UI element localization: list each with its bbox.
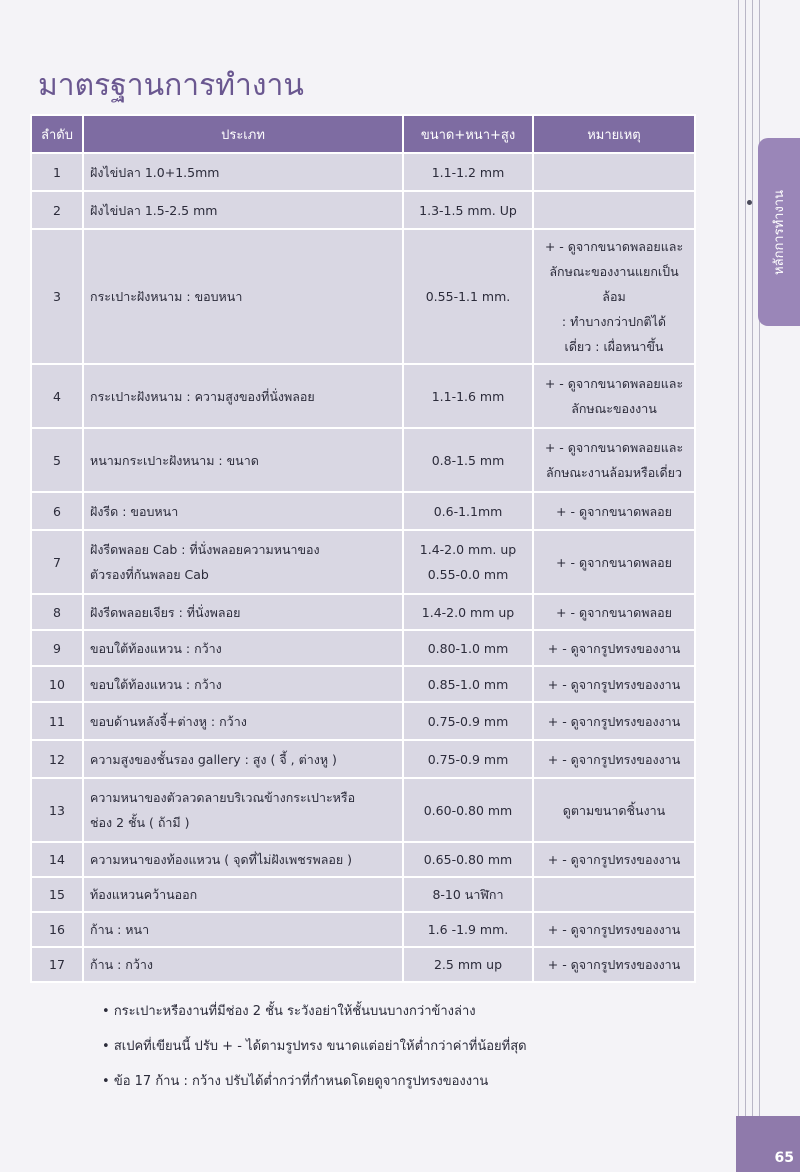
- row-number: 13: [31, 778, 83, 842]
- row-size: 0.80-1.0 mm: [403, 630, 533, 666]
- table-row: [31, 492, 695, 530]
- row-size: 0.55-1.1 mm.: [403, 229, 533, 364]
- row-type: ฝังรีดพลอยเจียร : ที่นั่งพลอย: [83, 594, 403, 630]
- table-row: [31, 530, 695, 594]
- table-row: [31, 947, 695, 982]
- row-size: 8-10 นาฬิกา: [403, 877, 533, 912]
- section-side-tab: [758, 138, 800, 326]
- row-size: 0.8-1.5 mm: [403, 428, 533, 492]
- row-number: 7: [31, 530, 83, 594]
- row-size: 0.75-0.9 mm: [403, 740, 533, 778]
- table-row: [31, 191, 695, 229]
- note-item: • ข้อ 17 ก้าน : กว้าง ปรับได้ต่ำกว่าที่กำหนดโดยดูจากรูปทรงของงาน: [102, 1064, 527, 1099]
- row-number: 3: [31, 229, 83, 364]
- row-number: 10: [31, 666, 83, 702]
- row-type: หนามกระเปาะฝังหนาม : ขนาด: [83, 428, 403, 492]
- row-note: [533, 191, 695, 229]
- row-number: 8: [31, 594, 83, 630]
- row-note: + - ดูจากรูปทรงของงาน: [533, 912, 695, 947]
- row-note: + - ดูจากขนาดพลอย: [533, 530, 695, 594]
- row-number: 9: [31, 630, 83, 666]
- table-row: [31, 877, 695, 912]
- table-row: [31, 630, 695, 666]
- row-note: + - ดูจากขนาดพลอยและ ลักษณะของงานแยกเป็นล้อม : ทำบางกว่าปกติได้ เดี่ยว : เผื่อหนาขึ้น: [533, 229, 695, 364]
- row-size: 1.1-1.2 mm: [403, 153, 533, 191]
- table-body: [31, 153, 695, 982]
- table-row: [31, 740, 695, 778]
- row-note: + - ดูจากขนาดพลอย: [533, 594, 695, 630]
- row-size: 0.60-0.80 mm: [403, 778, 533, 842]
- note-item: • กระเปาะหรืองานที่มีช่อง 2 ชั้น ระวังอย่าให้ชั้นบนบางกว่าข้างล่าง: [102, 994, 527, 1029]
- row-number: 11: [31, 702, 83, 740]
- row-size: 0.75-0.9 mm: [403, 702, 533, 740]
- row-number: 5: [31, 428, 83, 492]
- row-number: 2: [31, 191, 83, 229]
- table-row: [31, 153, 695, 191]
- row-type: ฝังไข่ปลา 1.0+1.5mm: [83, 153, 403, 191]
- row-note: + - ดูจากรูปทรงของงาน: [533, 740, 695, 778]
- row-type: ความสูงของชั้นรอง gallery : สูง ( จี้ , ต่างหู ): [83, 740, 403, 778]
- side-tab-label: หลักการทำงาน: [771, 189, 787, 275]
- table-row: [31, 428, 695, 492]
- row-note: ดูตามขนาดชิ้นงาน: [533, 778, 695, 842]
- row-note: + - ดูจากรูปทรงของงาน: [533, 842, 695, 877]
- page-number: 65: [736, 1116, 800, 1172]
- header-note: หมายเหตุ: [533, 115, 695, 153]
- row-size: 1.1-1.6 mm: [403, 364, 533, 428]
- row-note: + - ดูจากรูปทรงของงาน: [533, 947, 695, 982]
- row-type: ขอบด้านหลังจี้+ต่างหู : กว้าง: [83, 702, 403, 740]
- row-type: ก้าน : กว้าง: [83, 947, 403, 982]
- header-no: ลำดับ: [31, 115, 83, 153]
- row-note: + - ดูจากรูปทรงของงาน: [533, 666, 695, 702]
- header-size: ขนาด+หนา+สูง: [403, 115, 533, 153]
- row-note: + - ดูจากขนาดพลอยและ ลักษณะงานล้อมหรือเดี่ยว: [533, 428, 695, 492]
- table-row: [31, 842, 695, 877]
- page-title: มาตรฐานการทำงาน: [38, 68, 304, 103]
- row-number: 15: [31, 877, 83, 912]
- table-header-row: [31, 115, 695, 153]
- row-size: 1.4-2.0 mm. up 0.55-0.0 mm: [403, 530, 533, 594]
- row-number: 17: [31, 947, 83, 982]
- row-note: + - ดูจากรูปทรงของงาน: [533, 630, 695, 666]
- bullet-dot: [747, 200, 752, 205]
- row-number: 14: [31, 842, 83, 877]
- row-type: ท้องแหวนคว้านออก: [83, 877, 403, 912]
- row-note: [533, 153, 695, 191]
- note-item: • สเปคที่เขียนนี้ ปรับ + - ได้ตามรูปทรง ขนาดแต่อย่าให้ต่ำกว่าค่าที่น้อยที่สุด: [102, 1029, 527, 1064]
- row-size: 2.5 mm up: [403, 947, 533, 982]
- standards-table: [30, 114, 696, 983]
- row-type: ฝังรีดพลอย Cab : ที่นั่งพลอยความหนาของ ตัวรองที่กันพลอย Cab: [83, 530, 403, 594]
- row-type: ฝังรีด : ขอบหนา: [83, 492, 403, 530]
- row-size: 0.65-0.80 mm: [403, 842, 533, 877]
- header-type: ประเภท: [83, 115, 403, 153]
- margin-lines: [738, 0, 760, 1172]
- row-size: 0.6-1.1mm: [403, 492, 533, 530]
- table-row: [31, 778, 695, 842]
- table-row: [31, 702, 695, 740]
- row-type: ขอบใต้ท้องแหวน : กว้าง: [83, 630, 403, 666]
- row-number: 4: [31, 364, 83, 428]
- row-type: ความหนาของตัวลวดลายบริเวณข้างกระเปาะหรือ ช่อง 2 ชั้น ( ถ้ามี ): [83, 778, 403, 842]
- table-row: [31, 666, 695, 702]
- row-type: ฝังไข่ปลา 1.5-2.5 mm: [83, 191, 403, 229]
- table-row: [31, 594, 695, 630]
- row-note: [533, 877, 695, 912]
- row-note: + - ดูจากขนาดพลอยและ ลักษณะของงาน: [533, 364, 695, 428]
- row-type: ความหนาของท้องแหวน ( จุดที่ไม่ฝังเพชรพลอย ): [83, 842, 403, 877]
- notes-list: [102, 994, 527, 1099]
- row-type: ก้าน : หนา: [83, 912, 403, 947]
- row-number: 1: [31, 153, 83, 191]
- row-type: กระเปาะฝังหนาม : ขอบหนา: [83, 229, 403, 364]
- row-size: 0.85-1.0 mm: [403, 666, 533, 702]
- table-row: [31, 364, 695, 428]
- row-number: 12: [31, 740, 83, 778]
- row-type: กระเปาะฝังหนาม : ความสูงของที่นั่งพลอย: [83, 364, 403, 428]
- row-type: ขอบใต้ท้องแหวน : กว้าง: [83, 666, 403, 702]
- row-size: 1.4-2.0 mm up: [403, 594, 533, 630]
- table-row: [31, 229, 695, 364]
- row-size: 1.3-1.5 mm. Up: [403, 191, 533, 229]
- row-number: 6: [31, 492, 83, 530]
- row-note: + - ดูจากขนาดพลอย: [533, 492, 695, 530]
- row-number: 16: [31, 912, 83, 947]
- row-note: + - ดูจากรูปทรงของงาน: [533, 702, 695, 740]
- table-row: [31, 912, 695, 947]
- row-size: 1.6 -1.9 mm.: [403, 912, 533, 947]
